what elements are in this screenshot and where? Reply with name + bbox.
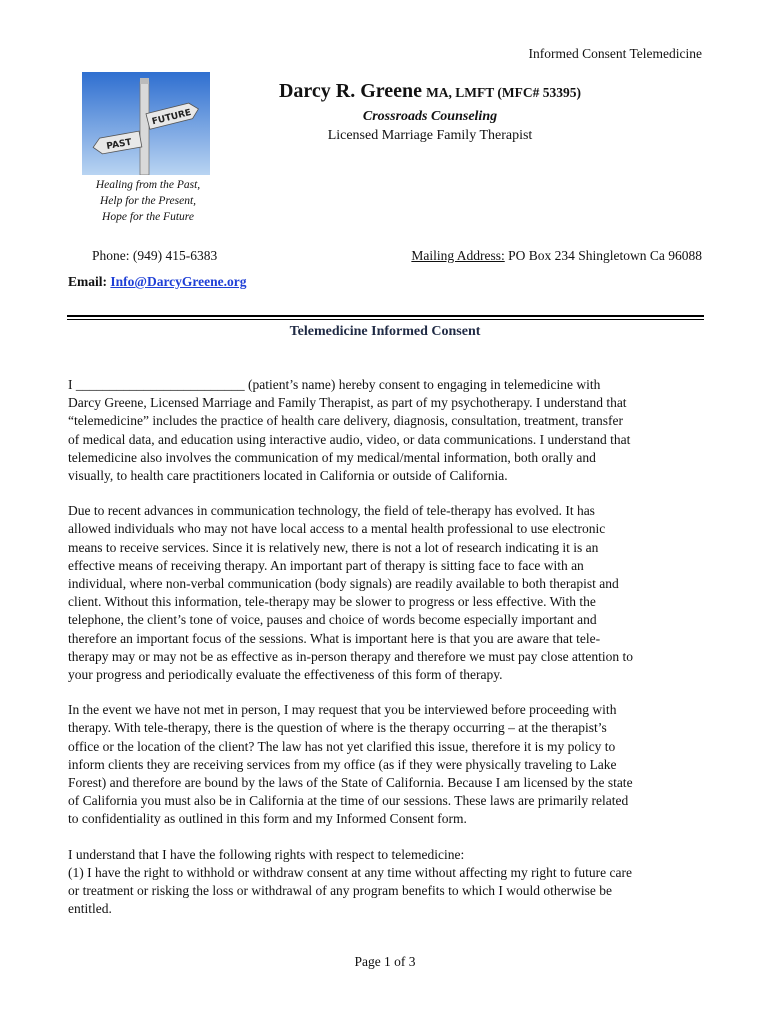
paragraph-line: therapy may or may not be as effective as in-person therapy and therefore we must pay close attention to [68,648,634,664]
body-paragraph [68,376,704,485]
paragraph-line: I understand that I have the following rights with respect to telemedicine: [68,846,465,862]
document-label: Informed Consent Telemedicine [528,46,702,61]
paragraph-line: In the event we have not met in person, I may request that you be interviewed before proceeding with [68,702,617,718]
practice-name: Crossroads Counseling [362,109,498,124]
paragraph-line: to confidentiality as outlined in this form and my Informed Consent form. [68,811,467,827]
paragraph-line: or treatment or risking the loss or withdrawal of any program benefits to which I would otherwise be [68,883,612,899]
body-paragraph [68,502,704,684]
paragraph-line: therapy. With tele-therapy, there is the question of where is the therapy occurring – at the therapist’s [68,720,607,736]
paragraph-line: your progress and periodically evaluate the effectiveness of this form of therapy. [68,667,503,683]
paragraph-line: entitled. [68,901,112,917]
email-label: Email: [68,274,107,289]
paragraph-line: individual, where non-verbal communication (body signals) are readily available to both therapist and [68,576,619,592]
paragraph-line: therefore an important focus of the sessions. What is important here is that you are aware that tele- [68,630,601,646]
paragraph-line: allowed individuals who may not have local access to a mental health professional to use electronic [68,521,606,537]
paragraph-line: client. Without this information, tele-therapy may be slower to progress or less effective. With the [68,594,596,610]
paragraph-line: means to receive services. Since it is relatively new, there is not a lot of research indicating it is an [68,539,599,555]
paragraph-line: Due to recent advances in communication technology, the field of tele-therapy has evolved. It has [68,503,595,519]
email-link[interactable]: Info@DarcyGreene.org [110,274,247,289]
paragraph-line: (1) I have the right to withhold or withdraw consent at any time without affecting my right to future care [68,864,632,880]
tagline-line: Help for the Present, [99,195,197,207]
paragraph-line: I _________________________ (patient’s name) hereby consent to engaging in telemedicine with [68,377,601,392]
body-paragraph [68,701,704,828]
paragraph-line: inform clients they are receiving services from my office (as if they were physically traveling to Lake [68,756,617,772]
license-title: Licensed Marriage Family Therapist [327,128,533,143]
therapist-name: Darcy R. Greene [278,80,423,102]
paragraph-line: “telemedicine” includes the practice of health care delivery, diagnosis, consultation, treatment, transfer [68,413,624,429]
email [68,274,247,290]
divider-thick [67,315,704,317]
paragraph-line: telemedicine also involves the communication of my medical/mental information, both orally and [68,449,596,465]
logo-post-cap [140,78,149,84]
body-paragraph [68,846,704,919]
therapist-credentials: MA, LMFT (MFC# 53395) [426,85,582,100]
crossroads-signpost-logo [82,72,210,175]
paragraph-line: of medical data, and education using interactive audio, video, or data communications. I understand that [68,431,631,447]
divider-thin [67,319,704,320]
logo-past-text: PAST [105,137,133,152]
paragraph-line: Forest) and therefore are bound by the laws of the State of California. Because I am licensed by the state [68,775,633,791]
mailing-address-label: Mailing Address: [411,248,505,263]
logo-future-text: FUTURE [151,107,193,128]
paragraph-line: Darcy Greene, Licensed Marriage and Family Therapist, as part of my psychotherapy. I understand that [68,395,627,411]
tagline-line: Healing from the Past, [95,179,201,191]
document-title: Telemedicine Informed Consent [289,324,481,339]
page-number: Page 1 of 3 [354,954,416,969]
paragraph-line: visually, to health care practitioners located in California or outside of California. [68,468,508,484]
paragraph-line: effective means of receiving therapy. An important part of therapy is sitting face to face with an [68,557,584,573]
paragraph-line: of California you must also be in California at the time of our sessions. These laws are primarily related [68,793,629,809]
paragraph-line: office or the location of the client? The law has not yet clarified this issue, therefore it is my policy to [68,738,616,754]
mailing-address [411,248,702,264]
logo-post [140,82,149,175]
letterhead [230,80,630,144]
mailing-address-value: PO Box 234 Shingletown Ca 96088 [508,248,702,263]
tagline [78,177,218,225]
document-body [68,376,704,935]
phone-number: Phone: (949) 415-6383 [92,248,218,263]
tagline-line: Hope for the Future [102,211,194,223]
paragraph-line: telephone, the client’s tone of voice, pauses and choice of words become especially important and [68,612,597,628]
